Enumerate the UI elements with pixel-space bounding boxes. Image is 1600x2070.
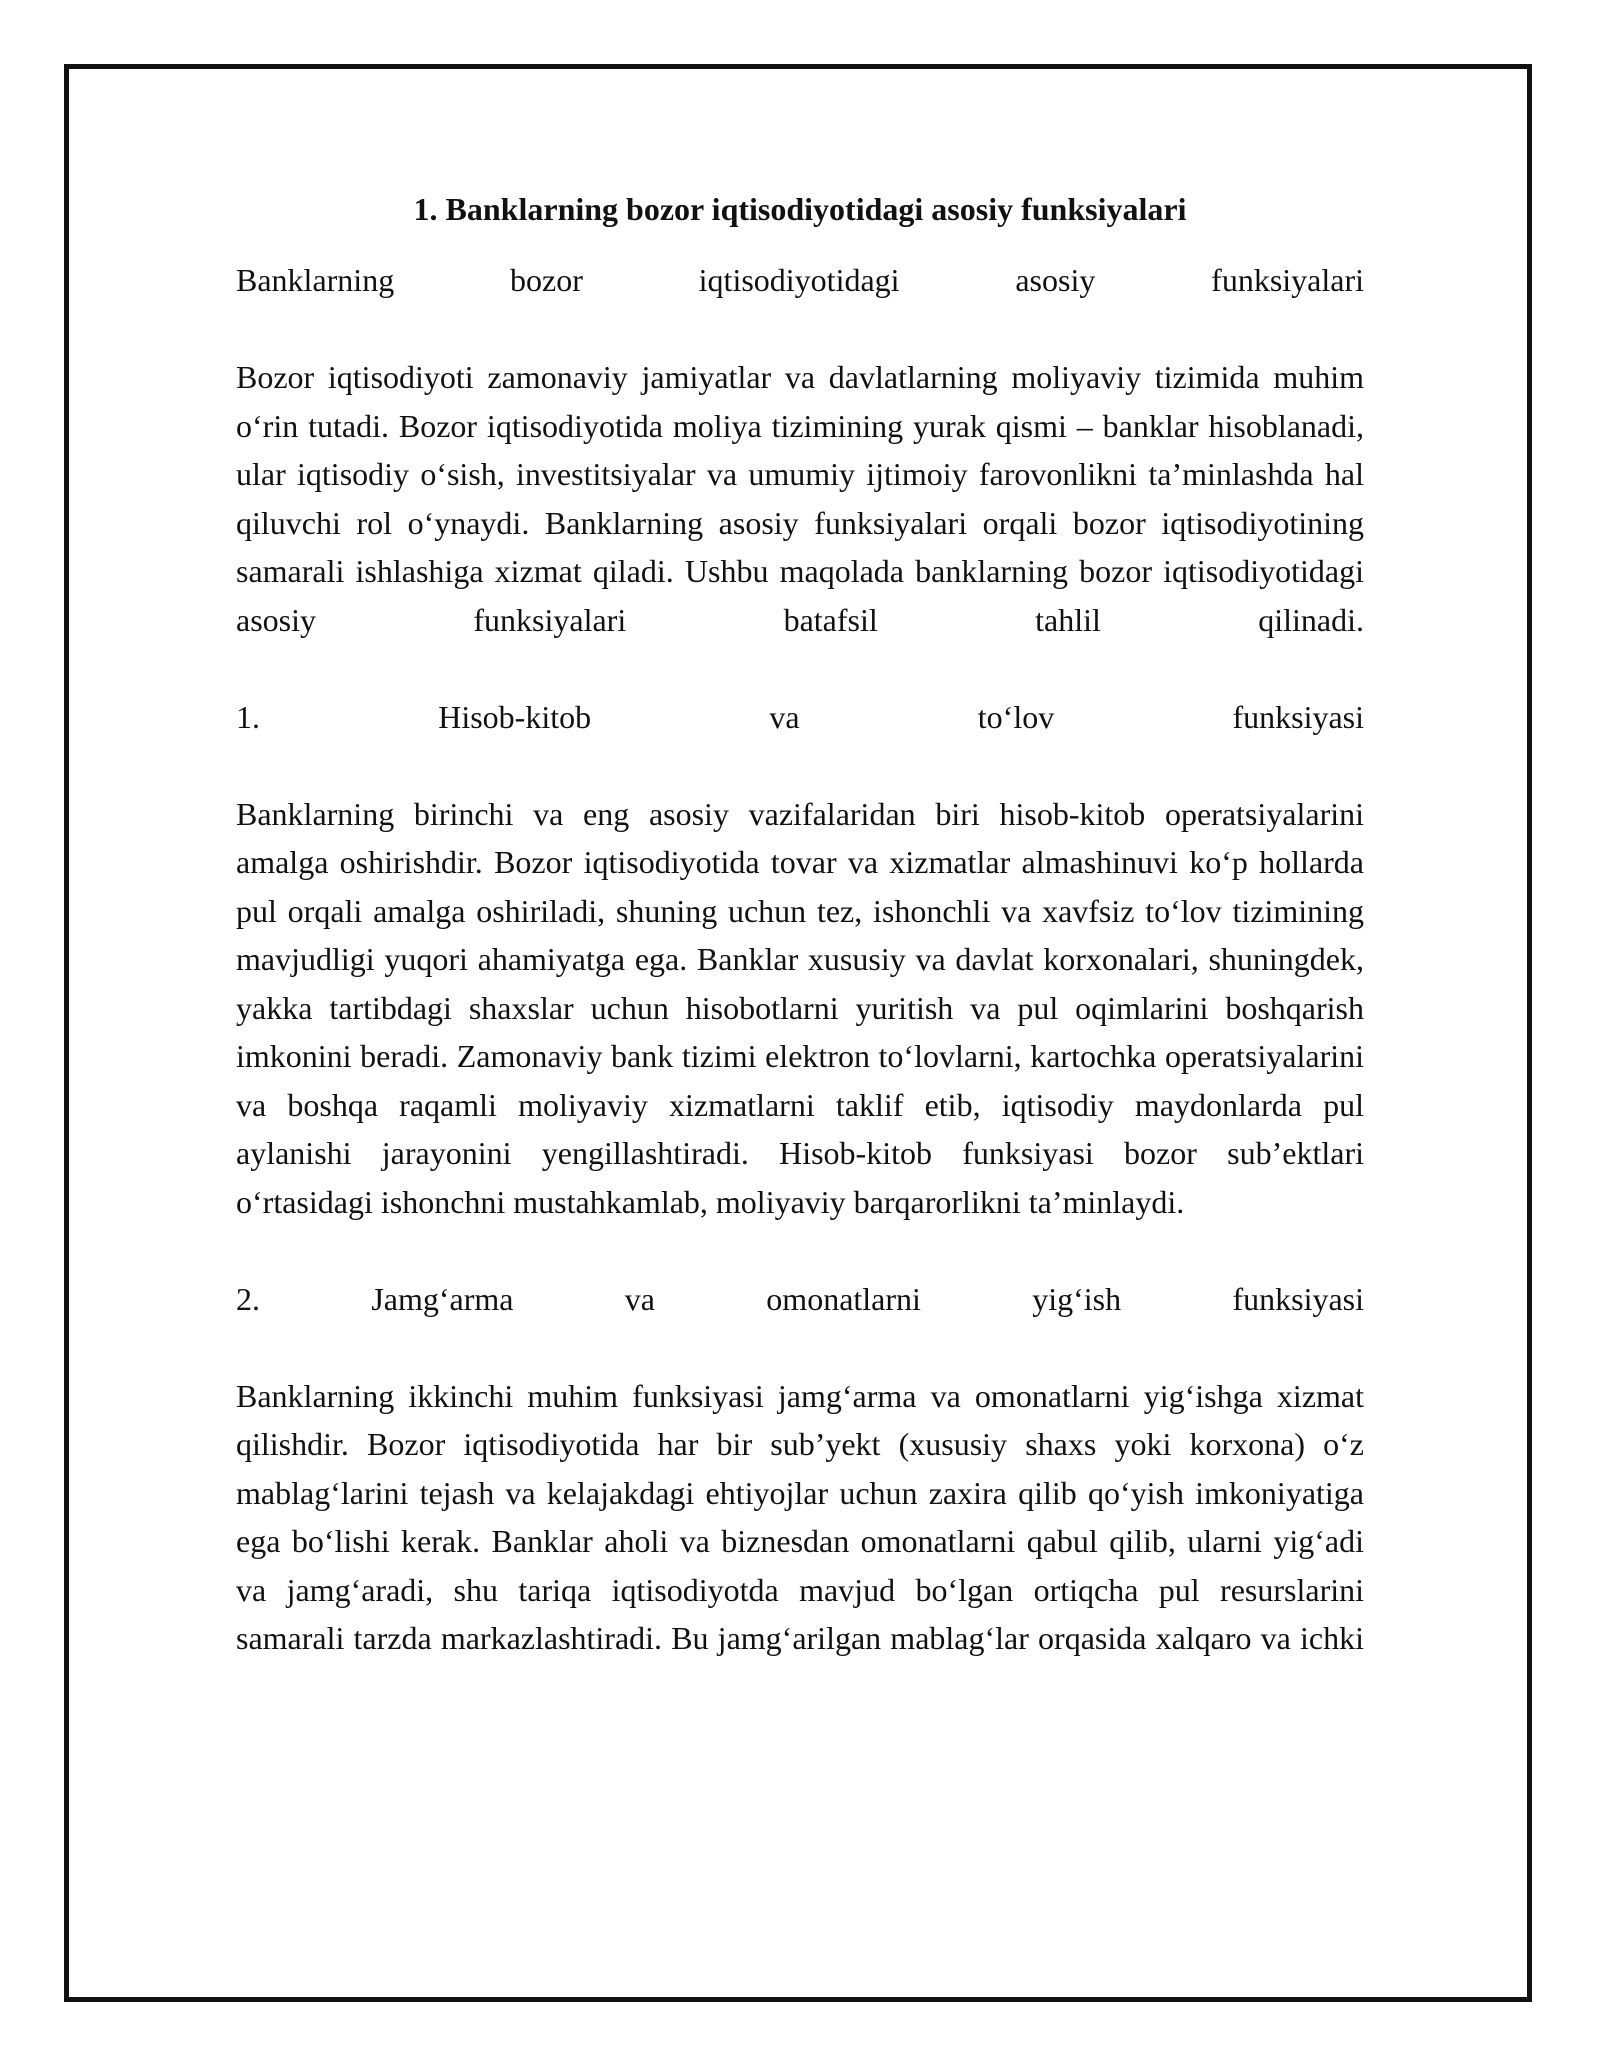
document-title: 1. Banklarning bozor iqtisodiyotidagi asosiy funksiyalari xyxy=(413,191,1187,227)
section-heading-savings: 2. Jamg‘arma va omonatlarni yig‘ish funksiyasi xyxy=(236,1280,1364,1317)
intro-paragraph: Bozor iqtisodiyoti zamonaviy jamiyatlar va davlatlarning moliyaviy tizimida muhim o‘rin tutadi. Bozor iqtisodiyotida moliya tizimining yurak qismi – banklar hisoblanadi, ular iqtisodiy o‘sish, investitsiyalar va umumiy ijtimoiy farovonlikni ta’minlashda hal qiluvchi rol o‘ynaydi. Banklarning asosiy funksiyalari orqali bozor iqtisodiyotining samarali ishlashiga xizmat qiladi. Ushbu maqolada banklarning bozor iqtisodiyotidagi asosiy funksiyalari batafsil tahlil qilinadi. xyxy=(236,359,1364,638)
subtitle-paragraph: Banklarning bozor iqtisodiyotidagi asosiy funksiyalari xyxy=(236,262,1364,298)
settlement-paragraph: Banklarning birinchi va eng asosiy vazifalaridan biri hisob-kitob operatsiyalarini amalga oshirishdir. Bozor iqtisodiyotida tovar va xizmatlar almashinuvi ko‘p hollarda pul orqali amalga oshiriladi, shuning uchun tez, ishonchli va xavfsiz to‘lov tizimining mavjudligi yuqori ahamiyatga ega. Banklar xususiy va davlat korxonalari, shuningdek, yakka tartibdagi shaxslar uchun hisobotlarni yuritish va pul oqimlarini boshqarish imkonini beradi. Zamonaviy bank tizimi elektron to‘lovlarni, kartochka operatsiyalarini va boshqa raqamli moliyaviy xizmatlarni taklif etib, iqtisodiy maydonlarda pul aylanishi jarayonini yengillashtiradi. Hisob-kitob funksiyasi bozor sub’ektlari o‘rtasidagi ishonchni mustahkamlab, moliyaviy barqarorlikni ta’minlaydi. xyxy=(236,795,1364,1220)
section-heading-settlement: 1. Hisob-kitob va to‘lov funksiyasi xyxy=(236,698,1364,735)
savings-paragraph: Banklarning ikkinchi muhim funksiyasi jamg‘arma va omonatlarni yig‘ishga xizmat qilishdir. Bozor iqtisodiyotida har bir sub’yekt (xususiy shaxs yoki korxona) o‘z mablag‘larini tejash va kelajakdagi ehtiyojlar uchun zaxira qilib qo‘yish imkoniyatiga ega bo‘lishi kerak. Banklar aholi va biznesdan omonatlarni qabul qilib, ularni yig‘adi va jamg‘aradi, shu tariqa iqtisodiyotda mavjud bo‘lgan ortiqcha pul resurslarini samarali tarzda markazlashtiradi. Bu jamg‘arilgan mablag‘lar orqasida xalqaro va ichki xyxy=(236,1377,1364,1656)
document-body xyxy=(236,185,1364,1663)
